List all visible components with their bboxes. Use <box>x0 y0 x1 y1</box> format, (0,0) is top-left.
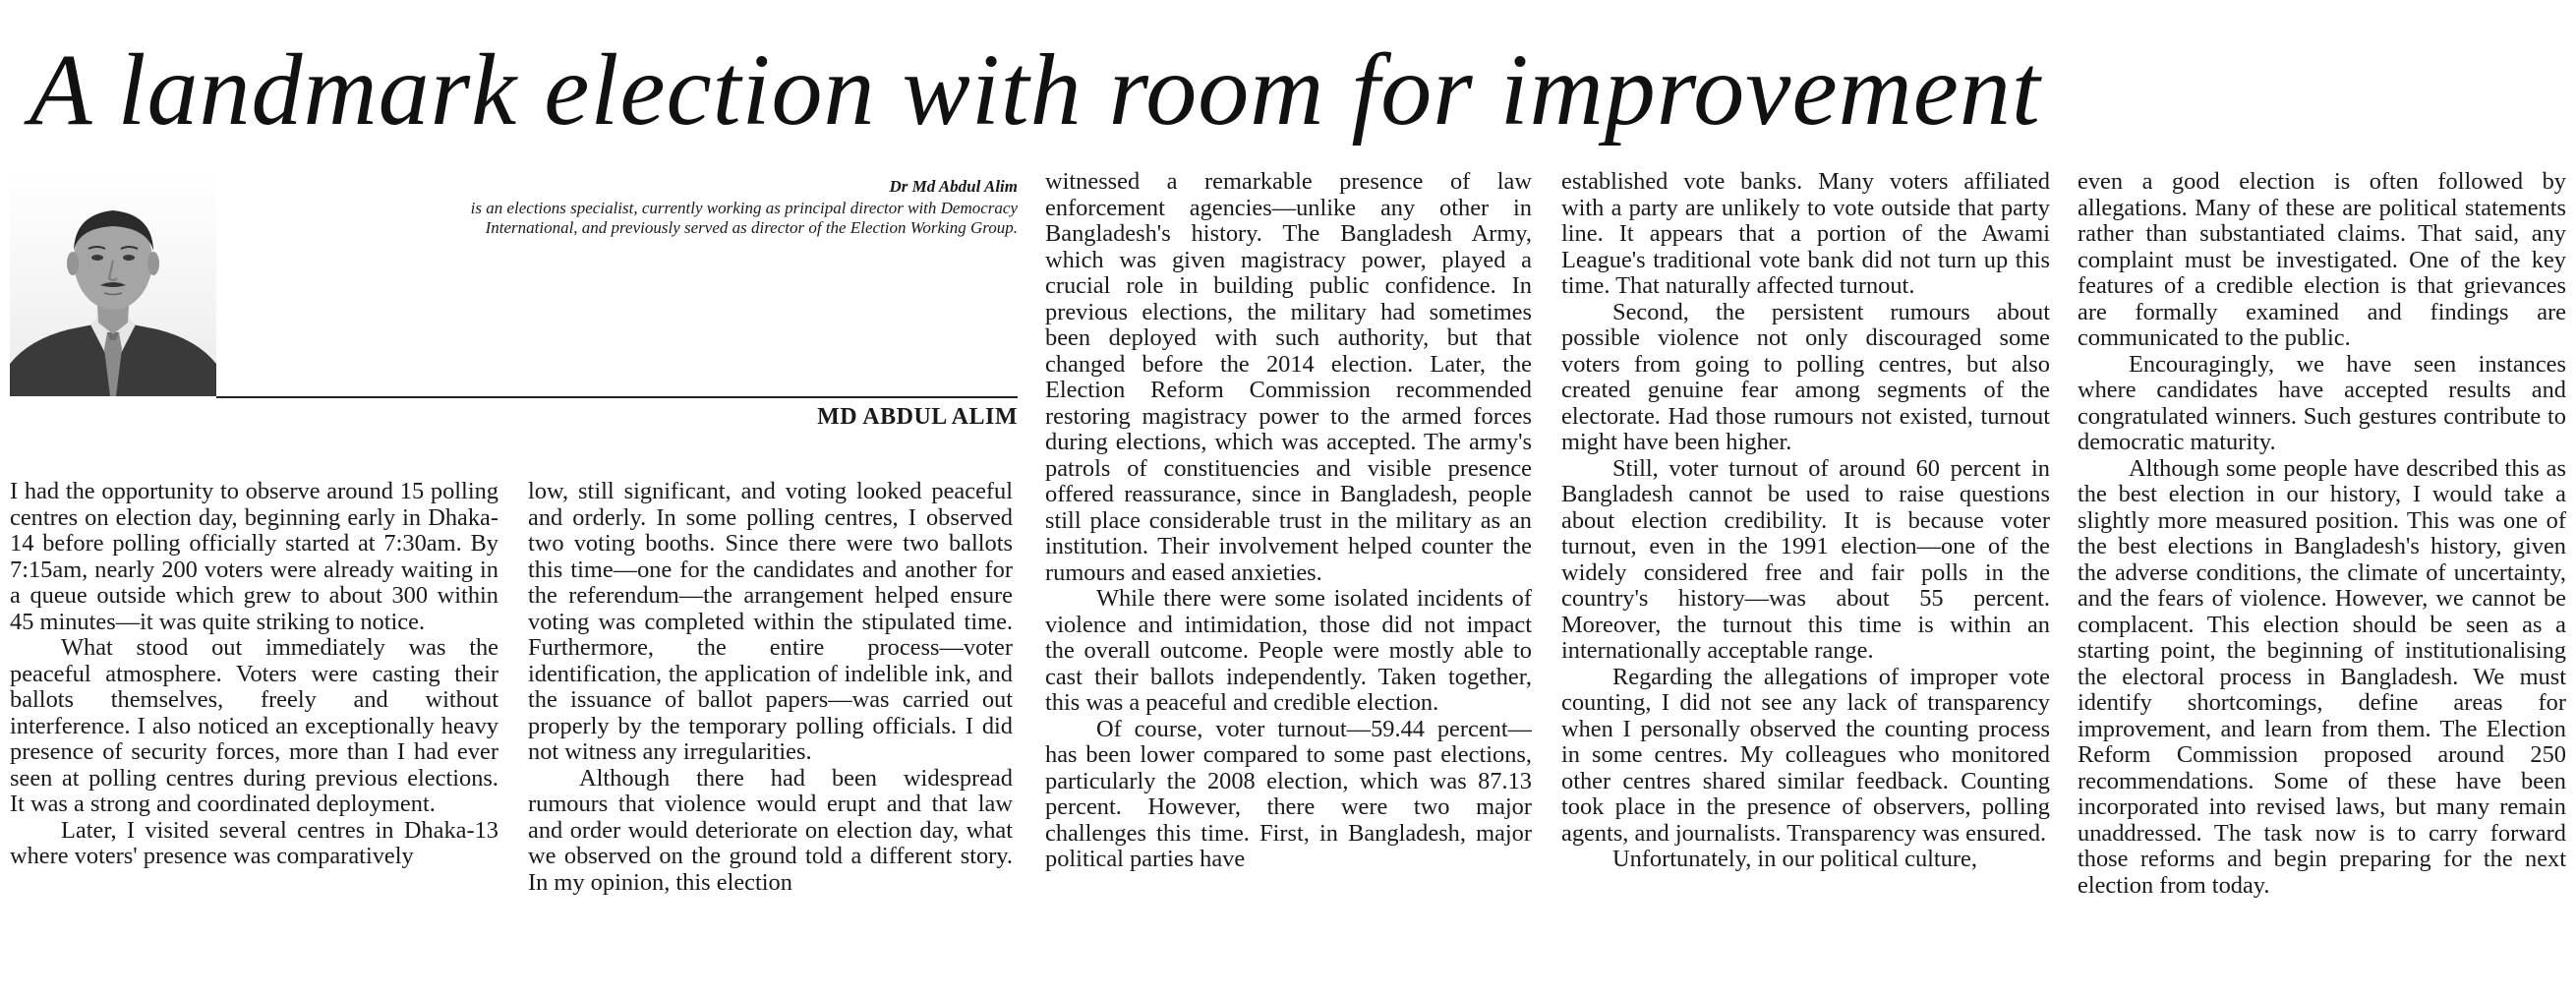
paragraph: Later, I visited several centres in Dhaka-13 where voters' presence was comparatively <box>10 816 498 869</box>
paragraph: Encouragingly, we have seen instances where candidates have accepted results and congratulated winners. Such gestures contribute to democratic maturity. <box>2078 350 2566 455</box>
article-column-2 <box>528 479 1013 998</box>
author-block <box>10 167 1018 447</box>
article-column-5 <box>2078 169 2566 998</box>
paragraph: Unfortunately, in our political culture, <box>1612 846 1977 872</box>
author-portrait-icon <box>10 167 216 396</box>
paragraph: Second, the persistent rumours about possible violence not only discouraged some voters from going to polling centres, but also created genuine fear among segments of the electorate. Had those rumours not existed, turnout might have been higher. <box>1561 298 2050 455</box>
paragraph: low, still significant, and voting looked peaceful and orderly. In some polling centres, I observed two voting booths. Since there were two ballots this time—one for the candidates and another for the referendum—the arrangement helped ensure voting was completed within the stipulated time. Furthermore, the entire process—voter identification, the application of indelible ink, and the issuance of ballot papers—was carried out properly by the temporary polling officials. I did not witness any irregularities. <box>528 479 1013 765</box>
paragraph: I had the opportunity to observe around 15 polling centres on election day, beginning early in Dhaka-14 before polling officially started at 7:30am. By 7:15am, nearly 200 voters were already waiting in a queue outside which grew to about 300 within 45 minutes—it was quite striking to notice. <box>10 479 498 635</box>
paragraph: Of course, voter turnout—59.44 percent—has been lower compared to some past elections, particularly the 2008 election, which was 87.13 percent. However, there were two major challenges this time. First, in Bangladesh, major political parties have <box>1045 715 1532 872</box>
bio-name: Dr Md Abdul Alim <box>889 177 1018 196</box>
paragraph: Although some people have described this as the best election in our history, I would take a slightly more measured position. This was one of the best elections in Bangladesh's history, given the adverse conditions, the climate of uncertainty, and the fears of violence. However, we cannot be complacent. This election should be seen as a starting point, the beginning of institutionalising the electoral process in Bangladesh. We must identify shortcomings, define areas for improvement, and learn from them. The Election Reform Commission proposed around 250 recommendations. Some of these have been incorporated into revised laws, but many remain unaddressed. The task now is to carry forward those reforms and begin preparing for the next election from today. <box>2078 454 2566 899</box>
paragraph: established vote banks. Many voters affiliated with a party are unlikely to vote outside that party line. It appears that a portion of the Awami League's traditional vote bank did not turn up this time. That naturally affected turnout. <box>1561 169 2050 299</box>
bio-description: is an elections specialist, currently working as principal director with Democracy International, and previously served as director of the Election Working Group. <box>470 199 1018 237</box>
author-bio <box>467 177 1018 238</box>
byline-author-name: MD ABDUL ALIM <box>817 404 1018 430</box>
paragraph: Regarding the allegations of improper vote counting, I did not see any lack of transparency when I personally observed the counting process in some centres. My colleagues who monitored other centres shared similar feedback. Counting took place in the presence of observers, polling agents, and journalists. Transparency was ensured. <box>1561 663 2050 847</box>
paragraph: While there were some isolated incidents of violence and intimidation, those did not impact the overall outcome. People were mostly able to cast their ballots independently. Taken together, this was a peaceful and credible election. <box>1045 585 1532 716</box>
paragraph: even a good election is often followed by allegations. Many of these are political statements rather than substantiated claims. That said, any complaint must be investigated. One of the key features of a credible election is that grievances are formally examined and findings are communicated to the public. <box>2078 169 2566 351</box>
paragraph: What stood out immediately was the peaceful atmosphere. Voters were casting their ballots themselves, freely and without interference. I also noticed an exceptionally heavy presence of security forces, more than I had ever seen at polling centres during previous elections. It was a strong and coordinated deployment. <box>10 634 498 817</box>
byline-rule <box>216 396 1018 398</box>
paragraph: Still, voter turnout of around 60 percent in Bangladesh cannot be used to raise questions about election credibility. It is because voter turnout, even in the 1991 election—one of the widely considered free and fair polls in the country's history—was about 55 percent. Moreover, the turnout this time is within an internationally acceptable range. <box>1561 454 2050 664</box>
article-column-3 <box>1045 169 1532 998</box>
article-column-1 <box>10 479 498 998</box>
article-column-4 <box>1561 169 2050 998</box>
author-photo <box>10 167 216 396</box>
paragraph: Although there had been widespread rumours that violence would erupt and that law and order would deteriorate on election day, what we observed on the ground told a different story. In my opinion, this election <box>528 764 1013 896</box>
paragraph: witnessed a remarkable presence of law enforcement agencies—unlike any other in Bangladesh's history. The Bangladesh Army, which was given magistracy power, played a crucial role in building public confidence. In previous elections, the military had sometimes been deployed with such authority, but that changed before the 2014 election. Later, the Election Reform Commission recommended restoring magistracy power to the armed forces during elections, which was accepted. The army's patrols of constituencies and visible presence offered reassurance, since in Bangladesh, people still place considerable trust in the military as an institution. Their involvement helped counter the rumours and eased anxieties. <box>1045 169 1532 586</box>
headline: A landmark election with room for improvement <box>29 33 2041 147</box>
